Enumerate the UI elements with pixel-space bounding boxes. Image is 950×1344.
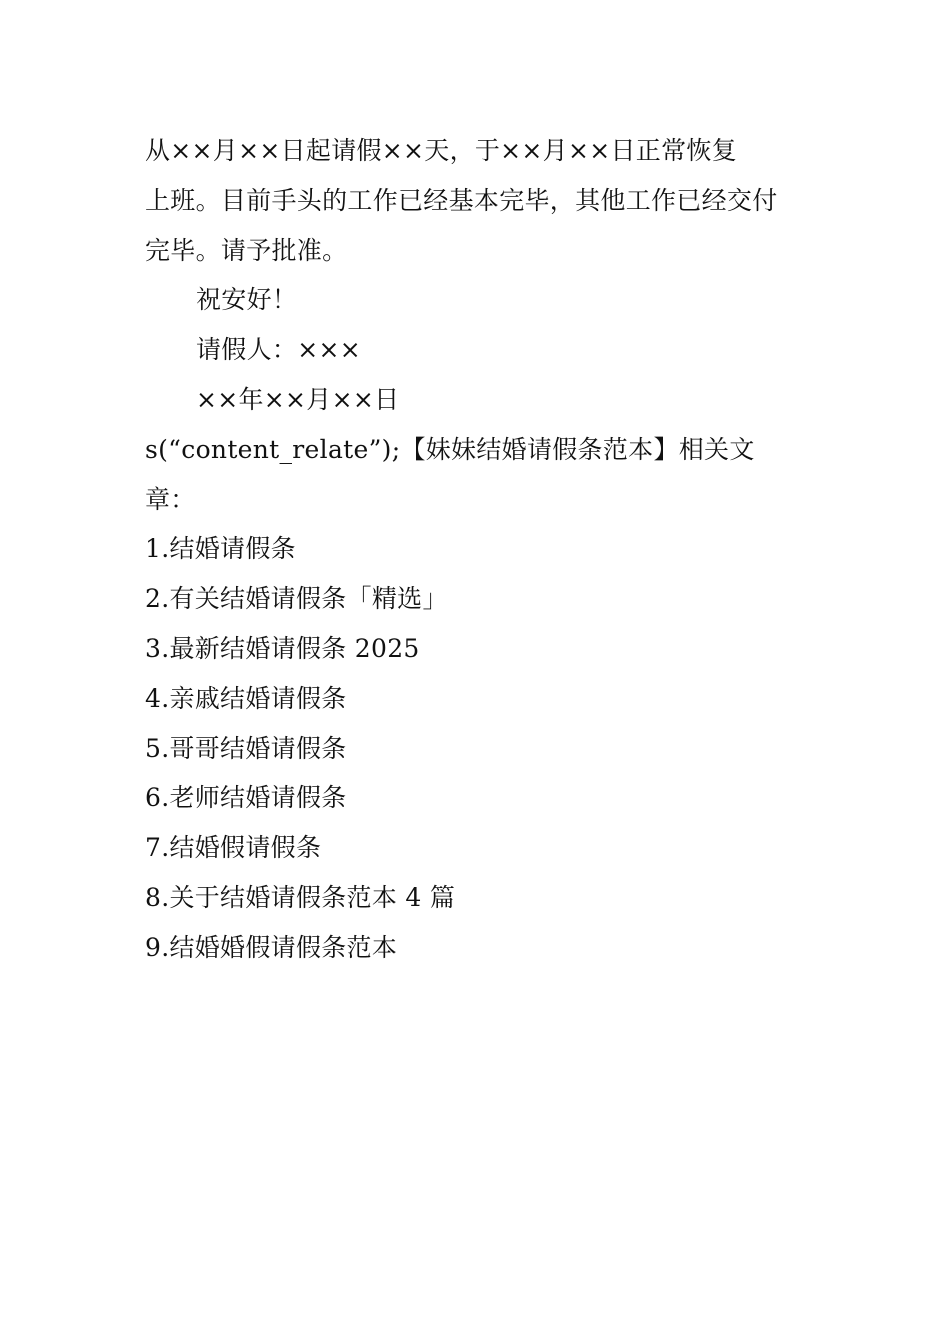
related-article-link[interactable]: 8.关于结婚请假条范本 4 篇 bbox=[145, 882, 456, 912]
related-article-link[interactable]: 9.结婚婚假请假条范本 bbox=[145, 932, 398, 962]
related-article-link[interactable]: 3.最新结婚请假条 2025 bbox=[145, 633, 420, 663]
related-article-link[interactable]: 1.结婚请假条 bbox=[145, 534, 296, 564]
paragraph-line: 上班。目前手头的工作已经基本完毕，其他工作已经交付 bbox=[145, 185, 778, 215]
related-article-link[interactable]: 2.有关结婚请假条「精选」 bbox=[145, 584, 448, 614]
paragraph-line: 完毕。请予批准。 bbox=[145, 235, 348, 265]
signature-line: 请假人：××× bbox=[196, 335, 361, 365]
paragraph-line: 从××月××日起请假××天，于××月××日正常恢复 bbox=[145, 136, 737, 165]
related-article-link[interactable]: 5.哥哥结婚请假条 bbox=[145, 733, 347, 763]
document-content bbox=[145, 126, 810, 973]
related-article-link[interactable]: 7.结婚假请假条 bbox=[145, 833, 322, 863]
related-header: s(“content_relate”);【妹妹结婚请假条范本】相关文 bbox=[145, 434, 755, 464]
related-header-continued: 章： bbox=[145, 484, 196, 514]
date-line: ××年××月××日 bbox=[196, 384, 400, 414]
related-article-link[interactable]: 4.亲戚结婚请假条 bbox=[145, 683, 347, 713]
related-article-link[interactable]: 6.老师结婚请假条 bbox=[145, 783, 347, 813]
closing-greeting: 祝安好！ bbox=[196, 285, 298, 315]
related-articles-list bbox=[145, 524, 810, 972]
